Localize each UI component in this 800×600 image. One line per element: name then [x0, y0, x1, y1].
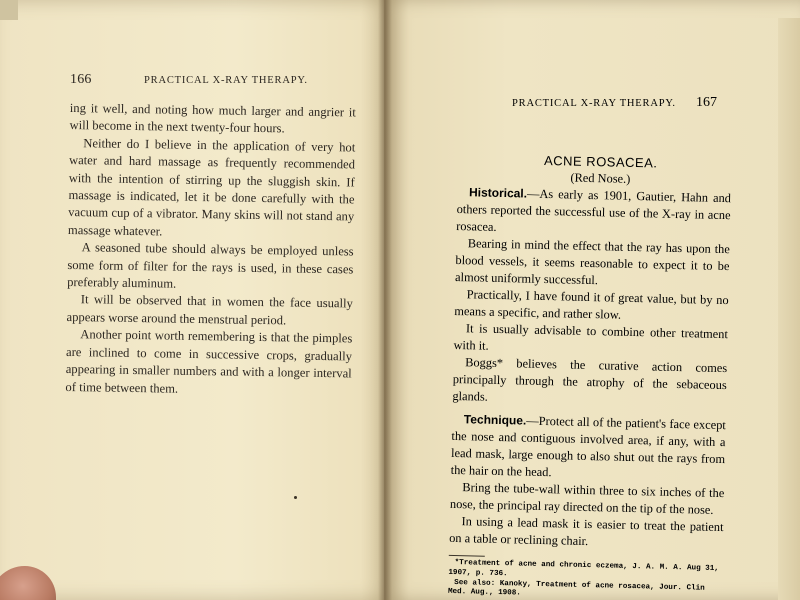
left-page	[0, 0, 392, 600]
section-title: ACNE ROSACEA.	[543, 152, 658, 171]
page-corner	[0, 0, 18, 20]
left-running-head: PRACTICAL X-RAY THERAPY.	[144, 75, 308, 86]
technique-text: —Protect all of the patient's face except the nose and contiguous involved area, if any, with a lead mask, large enough to also shut out the rays from the hair on the head.	[450, 413, 726, 480]
paragraph: Another point worth remembering is that the pimples are inclined to come in successive crops, gradually appearing in smaller numbers and with a longer interval of time between them.	[65, 327, 353, 396]
historical-paragraph	[456, 184, 731, 241]
footnote: *Treatment of acne and chronic eczema, J. A. M. A. Aug 31, 1907, p. 736.	[448, 559, 719, 579]
paragraph: Neither do I believe in the application of very hot water and hard massage as frequently recommended with the intention of stirring up the sluggish skin. If massage is indicated, let it be done carefully with the vacuum cup of a vibrator. Many skins will not stand any massage whatever.	[67, 136, 356, 239]
section-subtitle: (Red Nose.)	[570, 170, 631, 186]
paragraph: Boggs* believes the curative action comes principally through the atrophy of the sebaceous glands.	[452, 355, 728, 404]
paragraph: In using a lead mask it is easier to treat the patient on a table or reclining chair.	[449, 514, 724, 549]
right-page-number: 167	[696, 95, 717, 110]
technique-paragraph	[451, 411, 726, 485]
right-running-head: PRACTICAL X-RAY THERAPY.	[512, 98, 676, 109]
left-page-body	[65, 100, 356, 400]
left-page-number: 166	[70, 72, 92, 87]
historical-heading: Historical.	[468, 185, 528, 201]
right-page-body	[448, 150, 732, 600]
paragraph: Bring the tube-wall within three to six inches of the nose, the principal ray directed on the tip of the nose.	[449, 480, 725, 517]
footnote-rule	[449, 555, 485, 557]
historical-text: —As early as 1901, Gautier, Hahn and others reported the successful use of the X-ray in acne rosacea.	[456, 186, 732, 234]
technique-heading: Technique.	[463, 412, 527, 428]
footnote: See also: Kanoky, Treatment of acne rosacea, Jour. Clin Med. Aug., 1908.	[447, 578, 705, 598]
book-gutter	[378, 0, 392, 600]
paragraph: Bearing in mind the effect that the ray has upon the blood vessels, it seems reasonable to expect it to be almost uniformly successful.	[454, 236, 730, 288]
paragraph: ing it well, and noting how much larger and angrier it will become in the next twenty-four hours.	[69, 100, 356, 136]
paragraph: Practically, I have found it of great value, but by no means a specific, and rather slow.	[454, 287, 729, 322]
paragraph: A seasoned tube should always be employed unless some form of filter for the rays is used, in these cases preferably aluminum.	[67, 240, 354, 291]
page-edge	[778, 18, 800, 600]
paragraph: It is usually advisable to combine other treatment with it.	[453, 321, 729, 353]
paragraph: It will be observed that in women the face usually appears worse around the menstrual period.	[66, 292, 353, 328]
footnotes	[448, 559, 723, 600]
paper-speck	[294, 496, 297, 499]
